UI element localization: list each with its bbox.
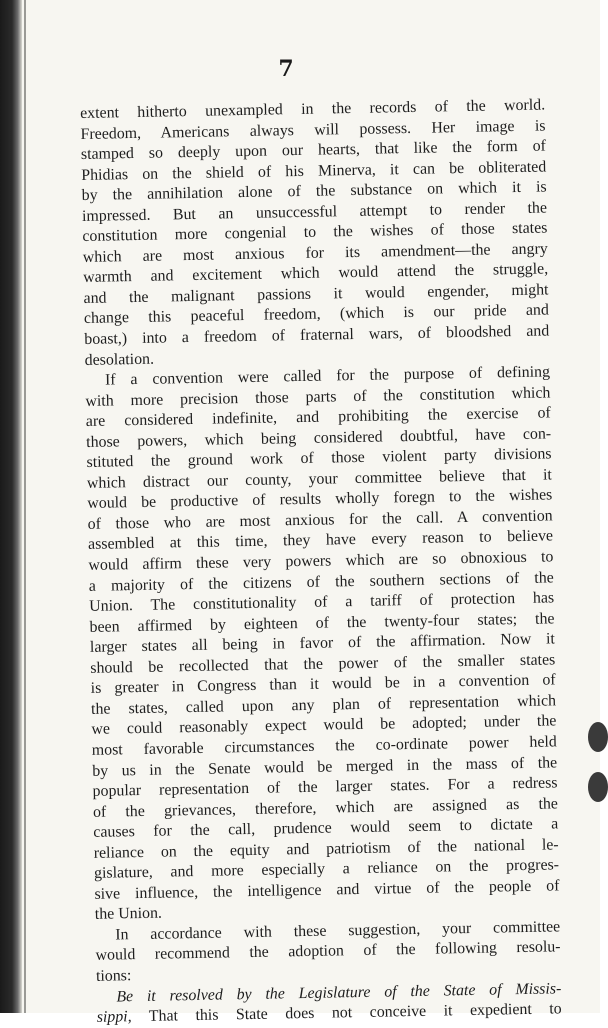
text-line: In accordance with these suggestion, your committee xyxy=(115,918,561,944)
text-line: the states, called upon any plan of representation which xyxy=(90,692,557,718)
text-line: sive influence, the intelligence and virtue of the people of xyxy=(94,877,560,903)
text-line: by the annihilation alone of the substance on which it is xyxy=(81,178,547,205)
body-text xyxy=(80,95,562,1028)
text-line: Freedom, Americans always will possess. Her image is xyxy=(80,117,546,143)
text-line: desolation. xyxy=(84,350,155,369)
page-edge-hole xyxy=(588,772,608,802)
text-line: Phidias on the shield of his Minerva, it can be obliterated xyxy=(81,158,547,184)
text-line: with more precision those parts of the constitution which xyxy=(85,384,551,410)
text-line: the Union. xyxy=(94,904,163,924)
text-line: reliance on the equity and patriotism of the national le- xyxy=(93,836,559,862)
text-line: warmth and excitement which would attend the struggle, xyxy=(83,260,549,287)
text-line: popular representation of the larger states. For a redress xyxy=(92,774,558,800)
text-line: is greater in Congress than it would be in a convention of xyxy=(90,671,556,698)
text-line: most favorable circumstances the co-ordinate power held xyxy=(91,733,557,759)
text-line: causes for the call, prudence would seem to dictate a xyxy=(93,815,559,842)
text-line: of those who are most anxious for the call. A convention xyxy=(87,507,553,533)
text-line: If a convention were called for the purpose of defining xyxy=(104,363,551,389)
book-binding-edge xyxy=(0,0,22,1013)
text-line: larger states all being in favor of the affirmation. Now it xyxy=(89,630,556,657)
text-line: impressed. But an unsuccessful attempt to render the xyxy=(81,199,548,225)
text-line: and the malignant passions it would engender, might xyxy=(83,281,549,307)
text-line: boast,) into a freedom of fraternal wars, of bloodshed and xyxy=(84,322,550,348)
text-line: Union. The constitutionality of a tariff of protection has xyxy=(89,589,555,616)
text-line: been affirmed by eighteen of the twenty-four states; the xyxy=(89,610,555,636)
text-line: those powers, which being considered doubtful, have con- xyxy=(86,425,552,451)
text-line: would recommend the adoption of the following resolu- xyxy=(95,938,561,965)
text-line: which are most anxious for its amendment—the angry xyxy=(82,240,548,266)
text-line: tions: xyxy=(95,967,132,985)
text-line: constitution more congenial to the wishes of those states xyxy=(82,219,548,246)
text-line: a majority of the citizens of the southern sections of the xyxy=(88,568,554,595)
text-line: we could reasonably expect would be adopted; under the xyxy=(91,712,557,739)
text-line: would be productive of results wholly foregn to the wishes xyxy=(87,486,553,513)
resolution-italic: sippi, xyxy=(96,1008,132,1026)
text-line: extent hitherto unexampled in the records of the world. xyxy=(80,96,546,122)
text-line: assembled at this time, they have every reason to believe xyxy=(87,527,554,554)
text-line: should be recollected that the power of the smaller states xyxy=(90,651,556,677)
text-line: by us in the Senate would be merged in the mass of the xyxy=(92,753,558,780)
resolution-line: Be it resolved by the Legislature of the State of Missis- xyxy=(116,979,562,1005)
text-line: gislature, and more especially a reliance on the progres- xyxy=(93,856,560,883)
text-line: would affirm these very powers which are so obnoxious to xyxy=(88,548,554,574)
page-number: 7 xyxy=(278,56,294,82)
page-edge-hole xyxy=(588,722,608,752)
text-line: which distract our county, your committee believe that it xyxy=(86,466,553,492)
binding-shadow-line xyxy=(24,0,26,1013)
text-line: of the grievances, therefore, which are assigned as the xyxy=(92,794,559,821)
text-line: are considered indefinite, and prohibiting the exercise of xyxy=(85,404,551,431)
text-line: stituted the ground work of those violent party divisions xyxy=(86,445,552,472)
text-line: stamped so deeply upon our hearts, that like the form of xyxy=(80,137,547,164)
text-line: change this peaceful freedom, (which is our pride and xyxy=(83,301,550,328)
resolution-text: That this State does not conceive it expedient to xyxy=(131,1000,562,1026)
